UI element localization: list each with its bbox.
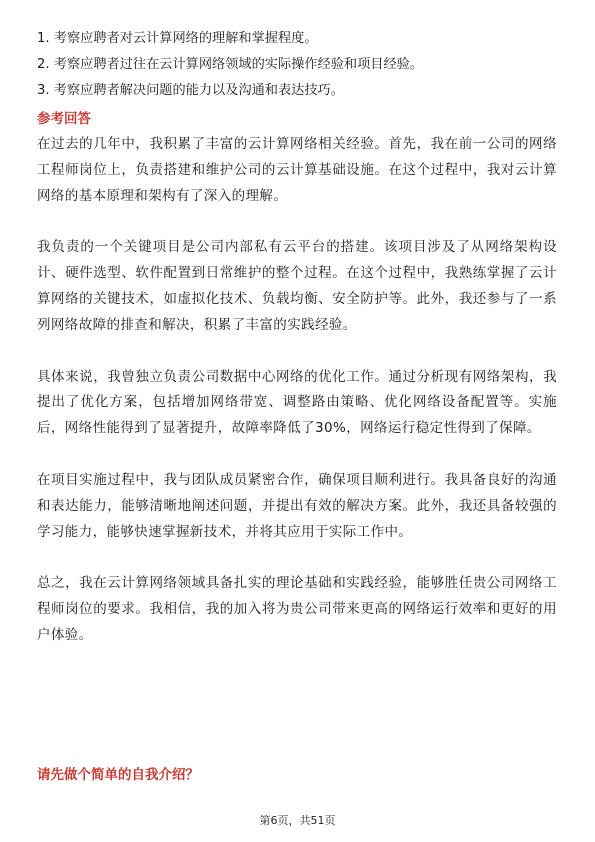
answer-paragraph: 在过去的几年中，我积累了丰富的云计算网络相关经验。首先，我在前一公司的网络工程师岗位上，负责搭建和维护公司的云计算基础设施。在这个过程中，我对云计算网络的基本原理和架构有了深入的理解。 — [37, 136, 557, 204]
objective-item: 2. 考察应聘者过往在云计算网络领域的实际操作经验和项目经验。 — [37, 57, 424, 72]
answer-paragraph: 总之，我在云计算网络领域具备扎实的理论基础和实践经验，能够胜任贵公司网络工程师岗位的要求。我相信，我的加入将为贵公司带来更高的网络运行效率和更好的用户体验。 — [37, 575, 557, 643]
answer-paragraph: 在项目实施过程中，我与团队成员紧密合作，确保项目顺利进行。我具备良好的沟通和表达能力，能够清晰地阐述问题，并提出有效的解决方案。此外，我还具备较强的学习能力，能够快速掌握新技术，并将其应用于实际工作中。 — [37, 471, 557, 540]
answer-heading: 参考回答 — [37, 111, 91, 127]
page-number-footer: 第6页，共51页 — [259, 814, 336, 827]
objectives-list — [37, 30, 557, 100]
objective-item: 1. 考察应聘者对云计算网络的理解和掌握程度。 — [37, 31, 318, 46]
objective-item: 3. 考察应聘者解决问题的能力以及沟通和表达技巧。 — [37, 83, 344, 98]
answer-paragraph: 具体来说，我曾独立负责公司数据中心网络的优化工作。通过分析现有网络架构，我提出了优化方案，包括增加网络带宽、调整路由策略、优化网络设备配置等。实施后，网络性能得到了显著提升，故障率降低了30%，网络运行稳定性得到了保障。 — [37, 368, 557, 437]
next-question-heading: 请先做个简单的自我介绍？ — [37, 767, 199, 783]
answer-paragraph: 我负责的一个关键项目是公司内部私有云平台的搭建。该项目涉及了从网络架构设计、硬件选型、软件配置到日常维护的整个过程。在这个过程中，我熟练掌握了云计算网络的关键技术，如虚拟化技术、负载均衡、安全防护等。此外，我还参与了一系列网络故障的排查和解决，积累了丰富的实践经验。 — [37, 239, 557, 333]
document-body — [37, 30, 557, 675]
